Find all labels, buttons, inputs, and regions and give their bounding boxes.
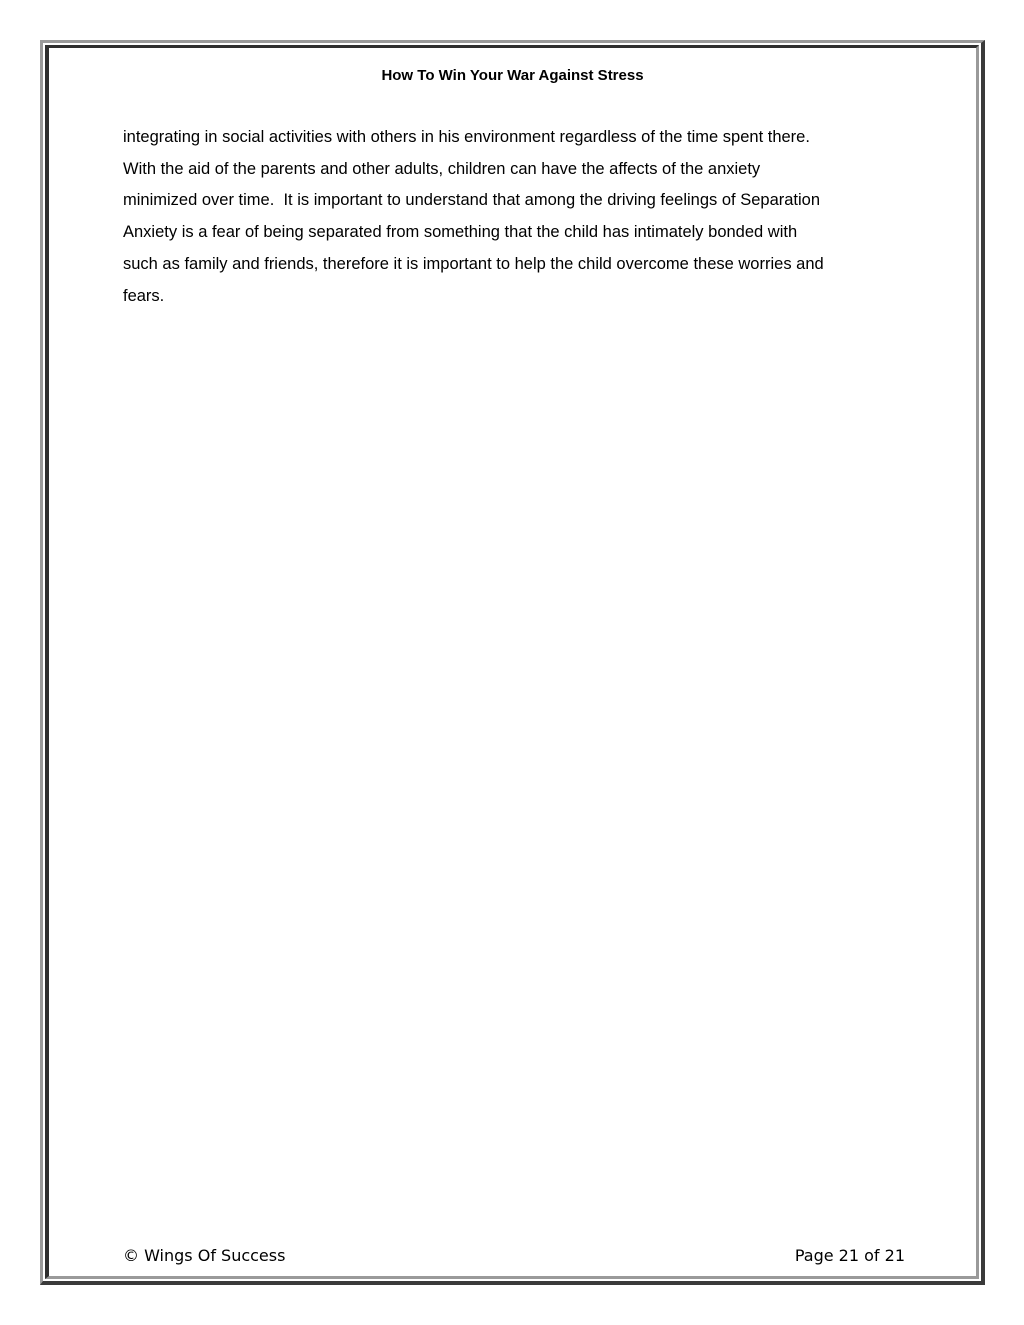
footer-page-number: Page 21 of 21 [794,1246,905,1265]
footer-copyright: © Wings Of Success [123,1246,286,1265]
page-frame [40,40,985,1285]
body-line: integrating in social activities with others in his environment regardless of the time spent there. [123,128,810,146]
body-line: Anxiety is a fear of being separated from something that the child has intimately bonded with [123,223,798,242]
body-line: With the aid of the parents and other adults, children can have the affects of the anxiety [123,159,761,178]
page-footer [123,1246,905,1268]
running-header-title: How To Win Your War Against Stress [381,67,644,84]
body-line: fears. [123,286,165,305]
body-line: minimized over time. It is important to understand that among the driving feelings of Separation [123,191,821,210]
body-line: such as family and friends, therefore it is important to help the child overcome these worries and [123,254,824,273]
page-border [45,45,979,1279]
body-paragraph [123,122,913,312]
